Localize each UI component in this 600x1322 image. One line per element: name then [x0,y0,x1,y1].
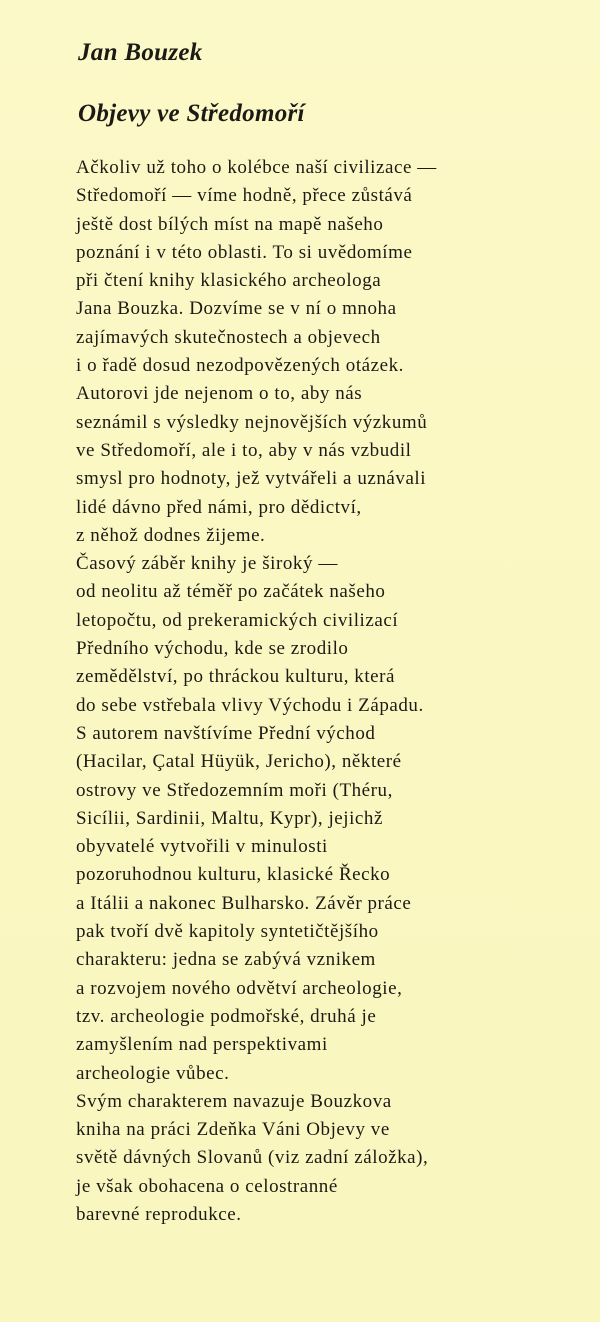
text-line: zemědělství, po thráckou kulturu, která [76,666,396,688]
text-line: obyvatelé vytvořili v minulosti [76,836,328,858]
text-line: zamyšlením nad perspektivami [76,1034,328,1056]
text-line: Jana Bouzka. Dozvíme se v ní o mnoha [76,298,397,320]
text-line: Středomoří — víme hodně, přece zůstává [76,185,413,207]
text-line: při čtení knihy klasického archeologa [76,270,382,292]
text-line: a rozvojem nového odvětví archeologie, [76,977,403,999]
text-line: Autorovi jde nejenom o to, aby nás [76,383,363,405]
text-line: lidé dávno před námi, pro dědictví, [76,496,362,518]
book-title: Objevy ve Středomoří [78,100,305,127]
text-line: Časový záběr knihy je široký — [76,553,338,575]
text-line: i o řadě dosud nezodpovězených otázek. [76,355,404,377]
text-line: letopočtu, od prekeramických civilizací [76,609,399,631]
text-line: barevné reprodukce. [76,1203,242,1225]
text-line: seznámil s výsledky nejnovějších výzkumů [76,411,428,433]
text-line: ve Středomoří, ale i to, aby v nás vzbudil [76,439,412,461]
text-line: Svým charakterem navazuje Bouzkova [76,1090,392,1112]
text-line: Sicílii, Sardinii, Maltu, Kypr), jejichž [76,807,383,829]
text-line: světě dávných Slovanů (viz zadní záložka), [76,1147,429,1169]
text-line: pak tvoří dvě kapitoly syntetičtějšího [76,921,379,943]
text-line: tzv. archeologie podmořské, druhá je [76,1005,377,1027]
text-line: a Itálii a nakonec Bulharsko. Závěr práce [76,892,412,914]
text-line: od neolitu až téměř po začátek našeho [76,581,386,603]
text-line: je však obohacena o celostranné [76,1175,338,1197]
text-line: (Hacilar, Çatal Hüyük, Jericho), některé [76,751,402,773]
text-line: ještě dost bílých míst na mapě našeho [76,213,384,235]
description-text [76,154,546,1229]
text-line: charakteru: jedna se zabývá vznikem [76,949,376,971]
text-line: smysl pro hodnoty, jež vytvářeli a uznávali [76,468,427,490]
text-line: S autorem navštívíme Přední východ [76,722,376,744]
text-line: ostrovy ve Středozemním moři (Théru, [76,779,393,801]
text-line: z něhož dodnes žijeme. [76,524,266,546]
text-line: Předního východu, kde se zrodilo [76,638,349,660]
text-line: kniha na práci Zdeňka Váni Objevy ve [76,1119,390,1141]
text-line: pozoruhodnou kulturu, klasické Řecko [76,864,391,886]
text-line: Ačkoliv už toho o kolébce naší civilizace — [76,157,437,178]
text-line: archeologie vůbec. [76,1062,230,1084]
text-line: poznání i v této oblasti. To si uvědomíme [76,241,413,263]
text-line: do sebe vstřebala vlivy Východu i Západu. [76,694,424,716]
text-line: zajímavých skutečnostech a objevech [76,326,381,348]
author-name: Jan Bouzek [78,39,203,66]
